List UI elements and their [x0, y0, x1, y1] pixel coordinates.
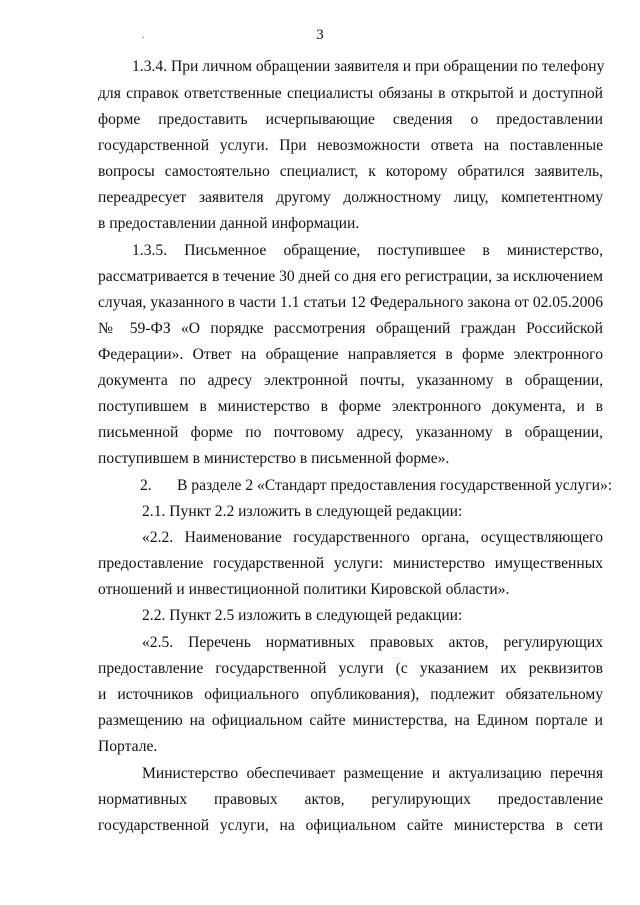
text-line: предоставление государственной услуги: министерство имущественных	[98, 555, 603, 572]
text-line: Портале.	[98, 738, 158, 755]
text-line: В разделе 2 «Стандарт предоставления государственной услуги»:	[177, 477, 613, 494]
text-line: рассматривается в течение 30 дней со дня его регистрации, за исключением	[98, 268, 603, 285]
text-line: случая, указанного в части 1.1 статьи 12 Федерального закона от 02.05.2006	[98, 294, 603, 311]
text-line: предоставление государственной услуги (с указанием их реквизитов	[98, 660, 603, 677]
scan-speck: .	[142, 30, 145, 41]
text-line: 1.3.4. При личном обращении заявителя и при обращении по телефону	[132, 58, 605, 75]
text-line: размещению на официальном сайте министерства, на Едином портале и	[98, 712, 603, 729]
text-line: «2.2. Наименование государственного органа, осуществляющего	[142, 529, 603, 546]
text-line: в предоставлении данной информации.	[98, 215, 360, 232]
text-line: для справок ответственные специалисты обязаны в открытой и доступной	[98, 85, 603, 102]
text-line: государственной услуги. При невозможности ответа на поставленные	[98, 137, 603, 154]
text-line: № 59-ФЗ «О порядке рассмотрения обращений граждан Российской	[98, 320, 603, 337]
text-line: поступившем в министерство в письменной форме».	[98, 450, 450, 467]
text-line: Федерации». Ответ на обращение направляется в форме электронного	[98, 346, 603, 363]
page-number: 3	[316, 27, 324, 43]
text-line: отношений и инвестиционной политики Кировской области».	[98, 581, 510, 598]
text-line: «2.5. Перечень нормативных правовых актов, регулирующих	[142, 634, 603, 651]
text-line: 1.3.5. Письменное обращение, поступившее в министерство,	[132, 242, 603, 259]
text-line: документа по адресу электронной почты, указанному в обращении,	[98, 372, 603, 389]
text-line: вопросы самостоятельно специалист, к которому обратился заявитель,	[98, 163, 603, 180]
text-line: письменной форме по почтовому адресу, указанному в обращении,	[98, 424, 603, 441]
text-line: Министерство обеспечивает размещение и актуализацию перечня	[142, 765, 603, 782]
text-line: нормативных правовых актов, регулирующих предоставление	[98, 791, 603, 808]
text-line: государственной услуги, на официальном сайте министерства в сети	[98, 817, 603, 834]
section-number: 2.	[140, 477, 152, 494]
text-line: переадресует заявителя другому должностному лицу, компетентному	[98, 189, 603, 206]
text-line: 2.2. Пункт 2.5 изложить в следующей редакции:	[142, 607, 463, 624]
text-line: форме предоставить исчерпывающие сведения о предоставлении	[98, 111, 603, 128]
text-line: 2.1. Пункт 2.2 изложить в следующей редакции:	[142, 503, 463, 520]
text-line: и источников официального опубликования), подлежит обязательному	[98, 686, 603, 703]
text-line: поступившем в министерство в форме электронного документа, и в	[98, 398, 603, 415]
